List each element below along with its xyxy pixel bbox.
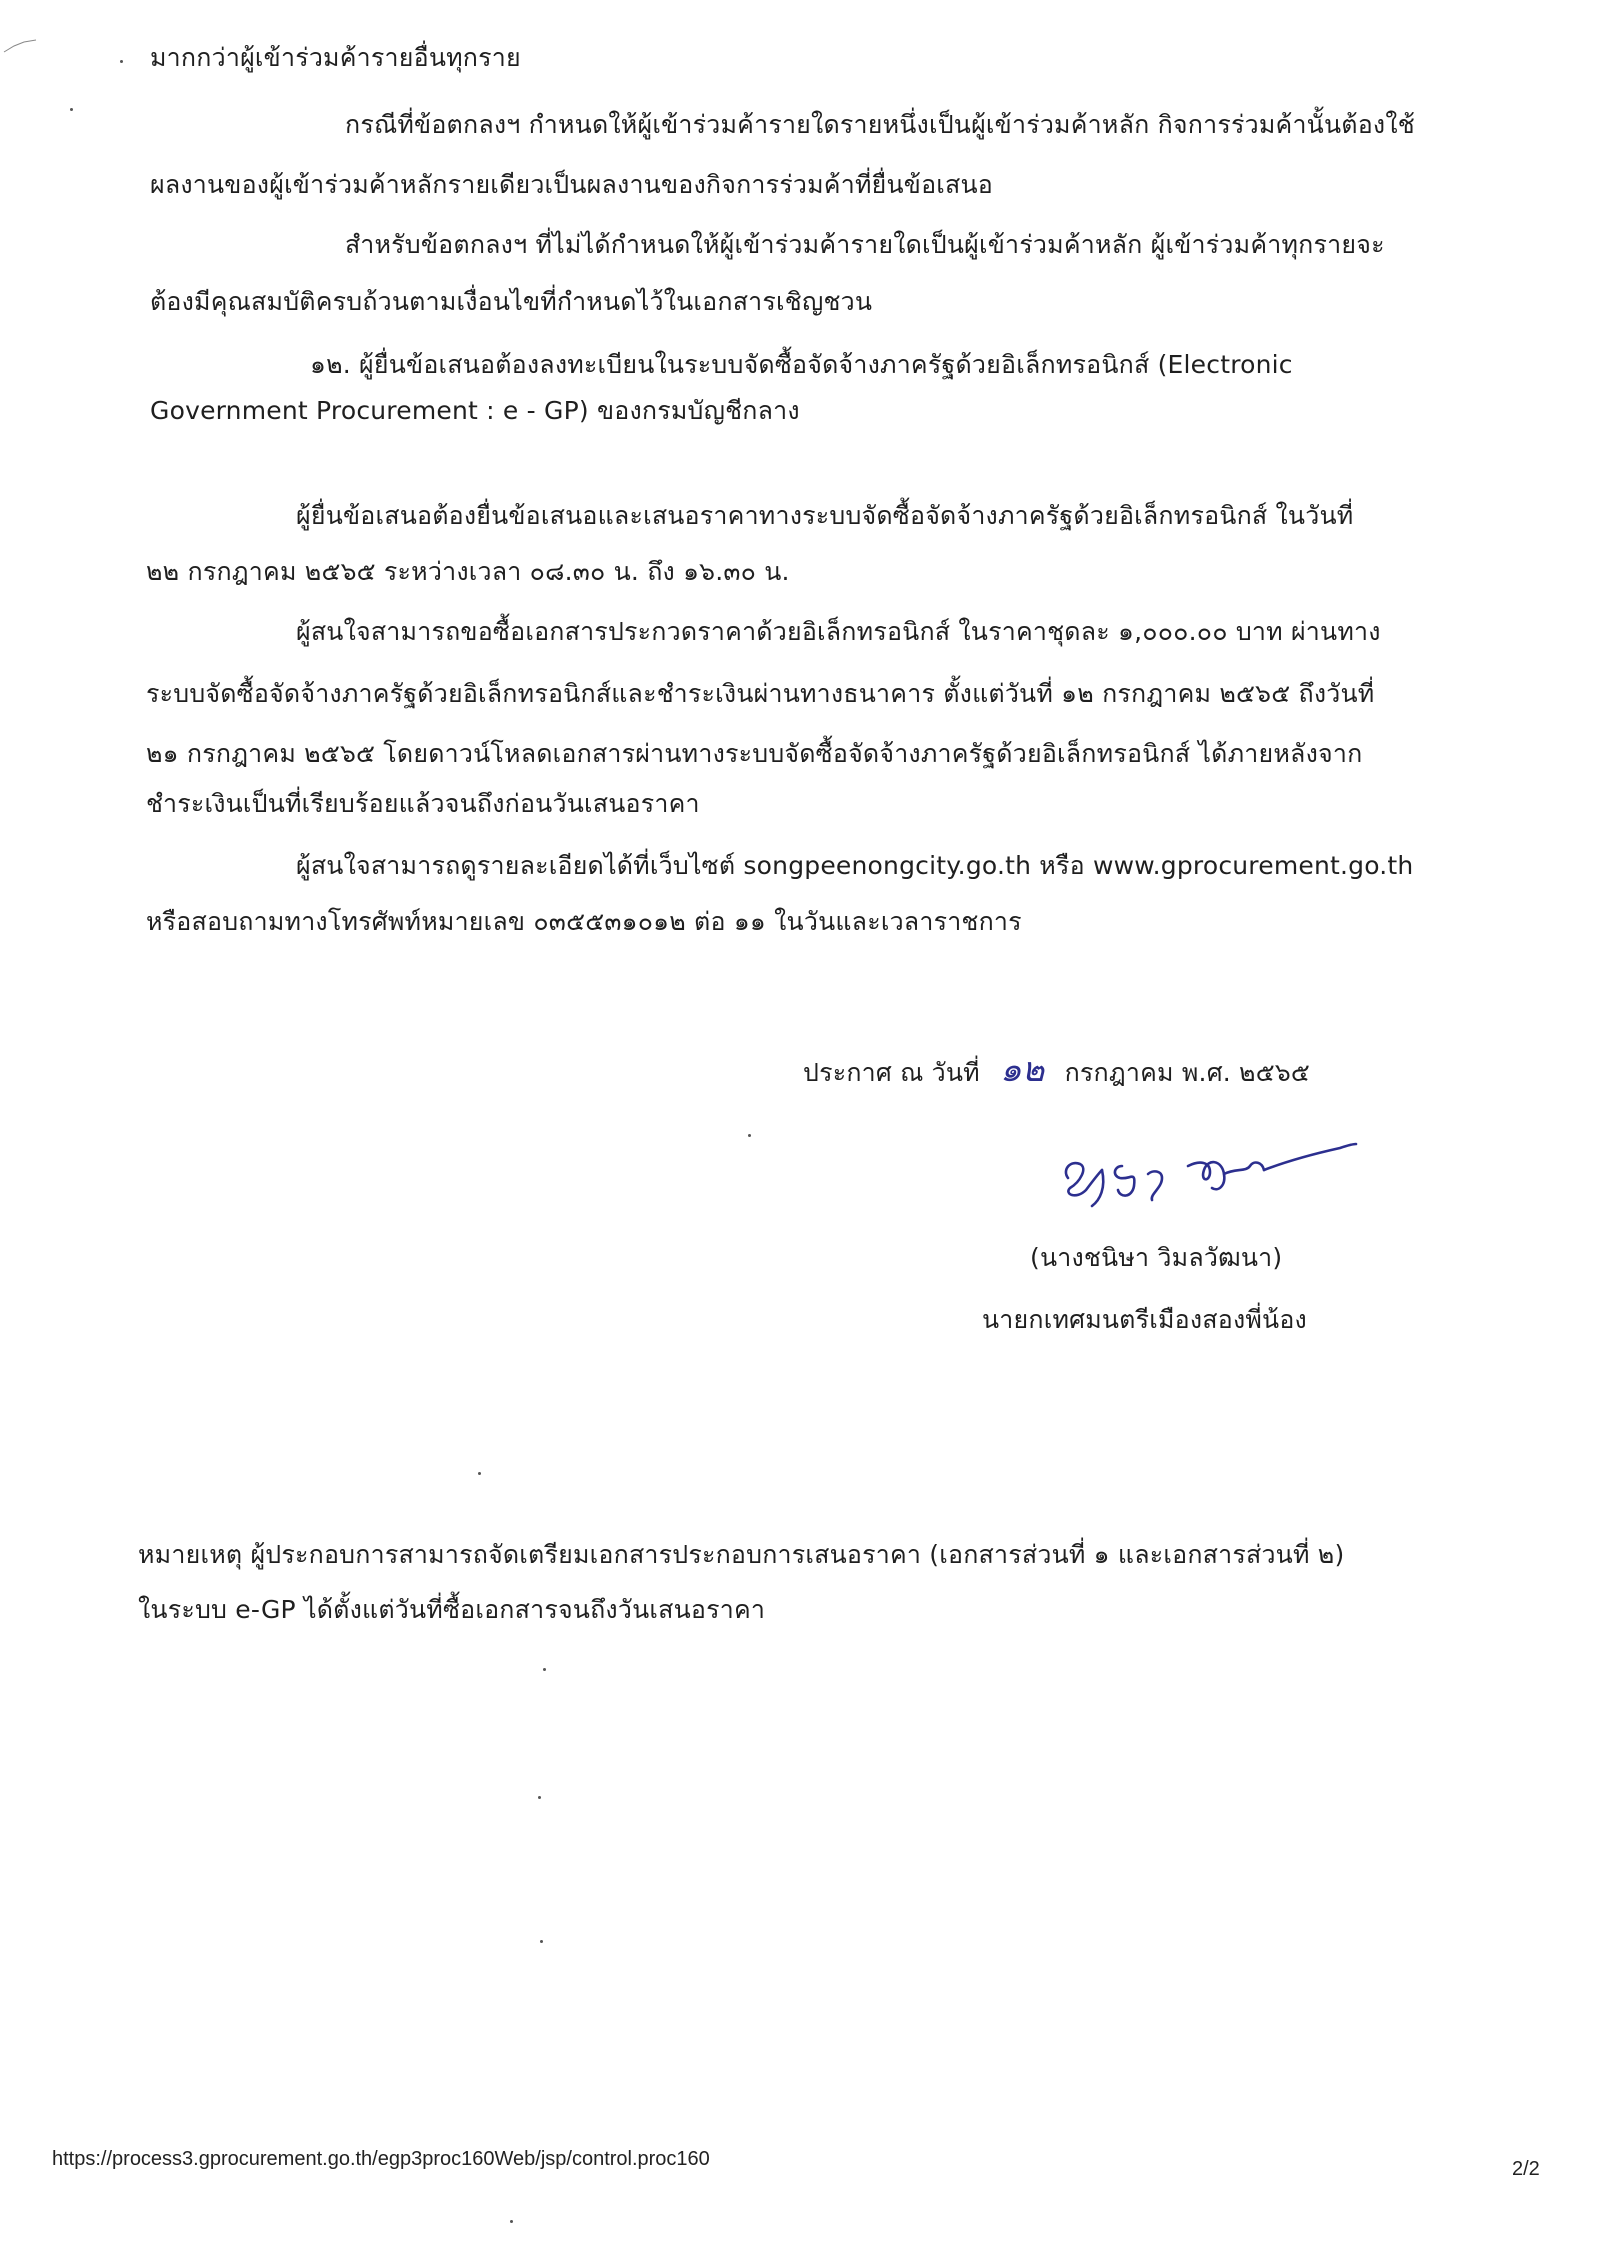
handwritten-day: ๑๒ [1000, 1050, 1045, 1090]
signer-name: (นางชนิษา วิมลวัฒนา) [1030, 1243, 1283, 1272]
body-line: มากกว่าผู้เข้าร่วมค้ารายอื่นทุกราย [150, 43, 521, 72]
signer-title: นายกเทศมนตรีเมืองสองพี่น้อง [982, 1305, 1307, 1334]
body-line: หรือสอบถามทางโทรศัพท์หมายเลข ๐๓๕๕๓๑๐๑๒ ต่อ ๑๑ ในวันและเวลาราชการ [146, 907, 1022, 936]
note-line: หมายเหตุ ผู้ประกอบการสามารถจัดเตรียมเอกสารประกอบการเสนอราคา (เอกสารส่วนที่ ๑ และเอกสารส่วนที่ ๒) [138, 1540, 1345, 1569]
body-line: กรณีที่ข้อตกลงฯ กำหนดให้ผู้เข้าร่วมค้ารายใดรายหนึ่งเป็นผู้เข้าร่วมค้าหลัก กิจการร่วมค้านั้นต้องใช้ [345, 110, 1415, 139]
scan-dot [538, 1796, 541, 1799]
note-line: ในระบบ e-GP ได้ตั้งแต่วันที่ซื้อเอกสารจนถึงวันเสนอราคา [138, 1595, 766, 1624]
scan-dot [510, 2220, 513, 2223]
body-line: ผู้สนใจสามารถดูรายละเอียดได้ที่เว็บไซต์ songpeenongcity.go.th หรือ www.gprocurement.go.th [296, 851, 1414, 880]
announce-suffix: กรกฎาคม พ.ศ. ๒๕๖๕ [1064, 1058, 1311, 1087]
body-line: สำหรับข้อตกลงฯ ที่ไม่ได้กำหนดให้ผู้เข้าร่วมค้ารายใดเป็นผู้เข้าร่วมค้าหลัก ผู้เข้าร่วมค้าทุกรายจะ [345, 230, 1385, 259]
page-number: 2/2 [1512, 2158, 1540, 2180]
scan-dot [543, 1668, 546, 1671]
body-line: ระบบจัดซื้อจัดจ้างภาครัฐด้วยอิเล็กทรอนิกส์และชำระเงินผ่านทางธนาคาร ตั้งแต่วันที่ ๑๒ กรกฎาคม ๒๕๖๕ ถึงวันที่ [146, 679, 1375, 708]
body-line: ต้องมีคุณสมบัติครบถ้วนตามเงื่อนไขที่กำหนดไว้ในเอกสารเชิญชวน [150, 287, 873, 316]
signature [1040, 1130, 1360, 1220]
scan-dot [70, 108, 73, 111]
scan-dot [540, 1940, 543, 1943]
announce-prefix: ประกาศ ณ วันที่ [803, 1058, 980, 1087]
body-line: ผลงานของผู้เข้าร่วมค้าหลักรายเดียวเป็นผลงานของกิจการร่วมค้าที่ยื่นข้อเสนอ [150, 170, 994, 199]
body-line: ชำระเงินเป็นที่เรียบร้อยแล้วจนถึงก่อนวันเสนอราคา [146, 789, 700, 818]
body-line: ๒๑ กรกฎาคม ๒๕๖๕ โดยดาวน์โหลดเอกสารผ่านทางระบบจัดซื้อจัดจ้างภาครัฐด้วยอิเล็กทรอนิกส์ ได้ภายหลังจาก [146, 739, 1363, 768]
footer-url: https://process3.gprocurement.go.th/egp3proc160Web/jsp/control.proc160 [52, 2148, 710, 2170]
announcement-date [803, 1052, 1310, 1091]
scan-dot [478, 1472, 481, 1475]
scan-artifact [2, 38, 42, 58]
scan-dot [120, 60, 123, 63]
body-line: ๒๒ กรกฎาคม ๒๕๖๕ ระหว่างเวลา ๐๘.๓๐ น. ถึง ๑๖.๓๐ น. [146, 557, 790, 586]
body-line: Government Procurement : e - GP) ของกรมบัญชีกลาง [150, 396, 800, 425]
body-line: ๑๒. ผู้ยื่นข้อเสนอต้องลงทะเบียนในระบบจัดซื้อจัดจ้างภาครัฐด้วยอิเล็กทรอนิกส์ (Electronic [310, 350, 1293, 379]
scan-dot [748, 1134, 751, 1137]
body-line: ผู้สนใจสามารถขอซื้อเอกสารประกวดราคาด้วยอิเล็กทรอนิกส์ ในราคาชุดละ ๑,๐๐๐.๐๐ บาท ผ่านทาง [296, 617, 1381, 646]
body-line: ผู้ยื่นข้อเสนอต้องยื่นข้อเสนอและเสนอราคาทางระบบจัดซื้อจัดจ้างภาครัฐด้วยอิเล็กทรอนิกส์ ในวันที่ [296, 501, 1354, 530]
